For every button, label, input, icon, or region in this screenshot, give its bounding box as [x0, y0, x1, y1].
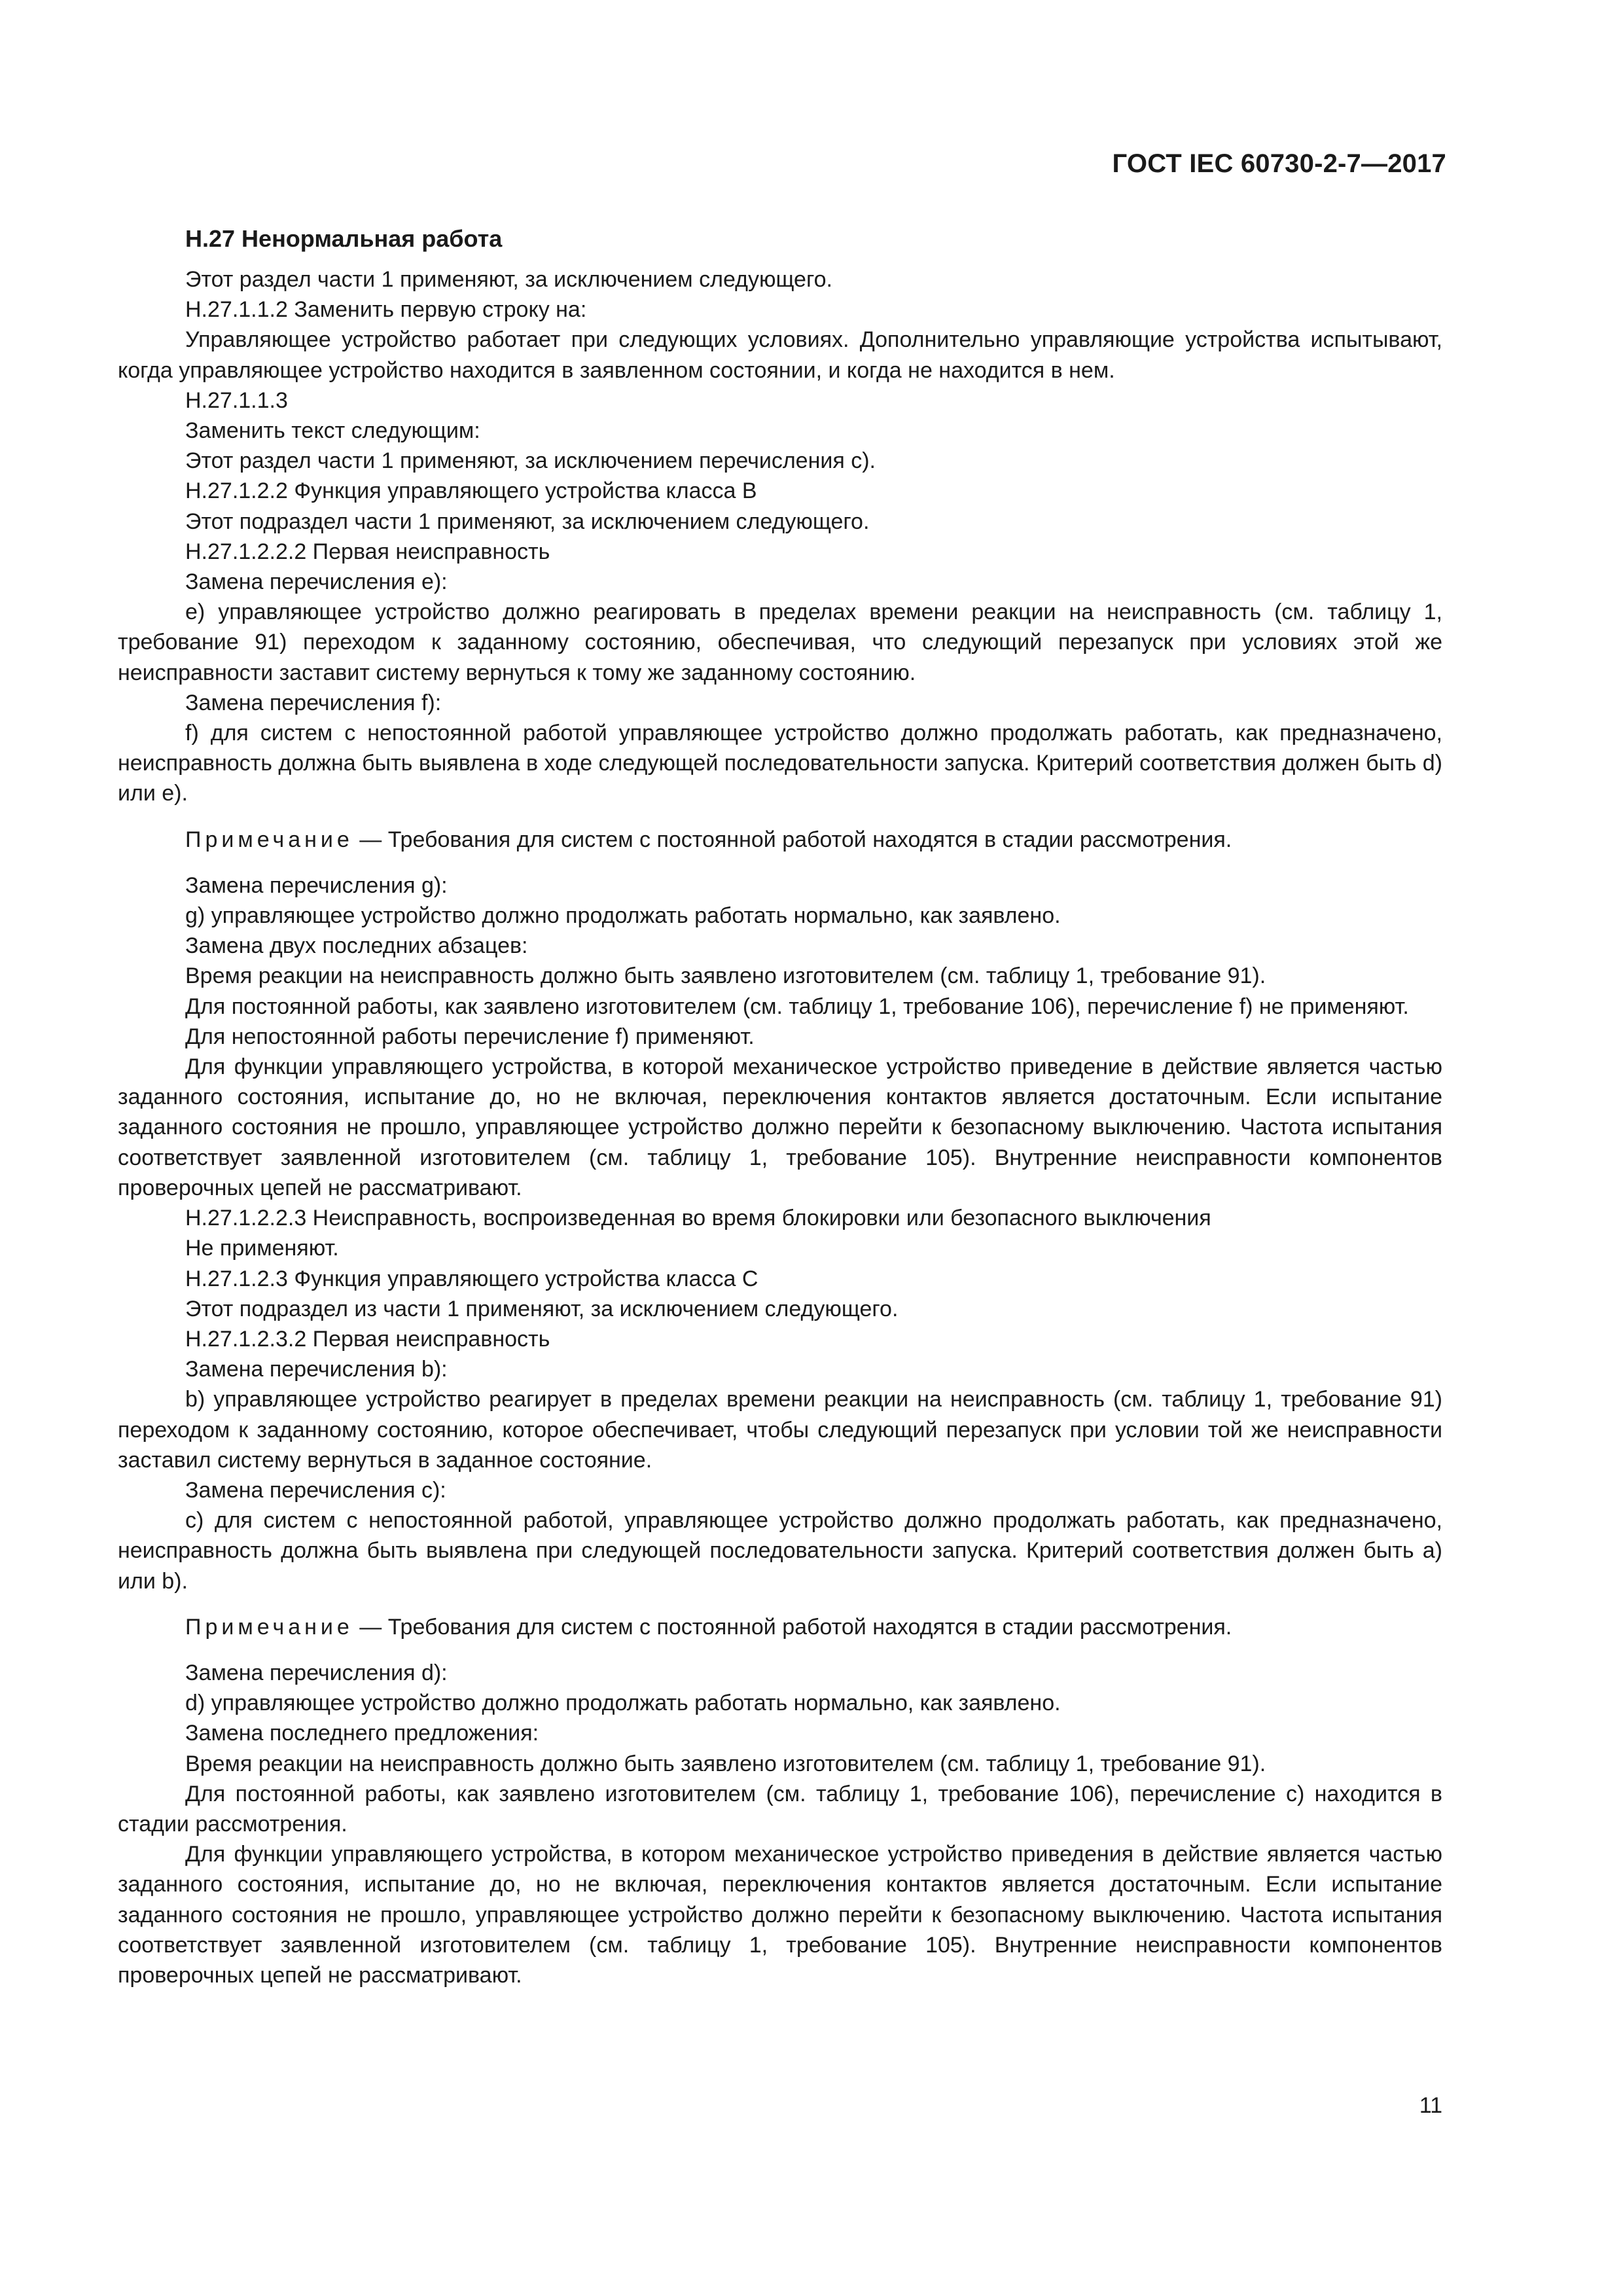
paragraph: Заменить текст следующим:	[185, 418, 480, 444]
note-text: — Требования для систем с постоянной работой находятся в стадии рассмотрения.	[353, 1614, 1232, 1640]
paragraph: Управляющее устройство работает при следующих условиях. Дополнительно управляющие устройства испытывают, когда управляющее устройство находится в заявленном состоянии, и когда не находится в нем.	[118, 327, 1442, 383]
paragraph: Замена последнего предложения:	[185, 1721, 539, 1746]
paragraph: Для постоянной работы, как заявлено изготовителем (см. таблицу 1, требование 106), перечисление f) не применяют.	[185, 994, 1409, 1019]
paragraph: d) управляющее устройство должно продолжать работать нормально, как заявлено.	[185, 1691, 1061, 1716]
paragraph: Для функции управляющего устройства, в которой механическое устройство приведение в действие является частью заданного состояния, испытание до, но не включая, переключения контактов является достаточным. Если испытание заданного состояния не прошло, управляющее устройство должно перейти к безопасному выключению. Частота испытания соответствует заявленной изготовителем (см. таблицу 1, требование 105). Внутренние неисправности компонентов проверочных цепей не рассматривают.	[118, 1054, 1442, 1200]
note-text: — Требования для систем с постоянной работой находятся в стадии рассмотрения.	[353, 827, 1232, 852]
paragraph: Этот подраздел части 1 применяют, за исключением следующего.	[185, 509, 870, 534]
paragraph-list	[118, 264, 1442, 1990]
paragraph: Этот раздел части 1 применяют, за исключением следующего.	[185, 267, 832, 292]
paragraph: Для непостоянной работы перечисление f) применяют.	[185, 1024, 755, 1049]
paragraph: H.27.1.2.3.2 Первая неисправность	[185, 1326, 550, 1352]
paragraph: Замена двух последних абзацев:	[185, 933, 528, 959]
paragraph: b) управляющее устройство реагирует в пределах времени реакции на неисправность (см. таблицу 1, требование 91) переходом к заданному состоянию, которое обеспечивает, чтобы следующий перезапуск при условии той же неисправности заставил систему вернуться в заданное состояние.	[118, 1387, 1442, 1473]
paragraph: Для функции управляющего устройства, в котором механическое устройство приведения в действие является частью заданного состояния, испытание до, но не включая, переключения контактов является достаточным. Если испытание заданного состояния не прошло, управляющее устройство должно перейти к безопасному выключению. Частота испытания соответствует заявленной изготовителем (см. таблицу 1, требование 105). Внутренние неисправности компонентов проверочных цепей не рассматривают.	[118, 1842, 1442, 1988]
paragraph: Время реакции на неисправность должно быть заявлено изготовителем (см. таблицу 1, требование 91).	[185, 1751, 1266, 1776]
note-paragraph	[118, 1612, 1442, 1642]
paragraph: f) для систем с непостоянной работой управляющее устройство должно продолжать работать, как предназначено, неисправность должна быть выявлена в ходе следующей последовательности запуска. Критерий соответствия должен быть d) или e).	[118, 721, 1442, 806]
document-body	[118, 224, 1442, 1990]
paragraph: Замена перечисления f):	[185, 690, 442, 715]
paragraph: Замена перечисления d):	[185, 1660, 448, 1685]
paragraph: Замена перечисления c):	[185, 1477, 446, 1503]
note-label: Примечание	[185, 827, 353, 852]
paragraph: Время реакции на неисправность должно быть заявлено изготовителем (см. таблицу 1, требование 91).	[185, 963, 1266, 989]
document-header: ГОСТ IEC 60730-2-7—2017	[1112, 149, 1446, 178]
page-number: 11	[1419, 2093, 1442, 2118]
paragraph: Этот подраздел из части 1 применяют, за исключением следующего.	[185, 1296, 899, 1321]
paragraph: Замена перечисления g):	[185, 872, 448, 898]
paragraph: Для постоянной работы, как заявлено изготовителем (см. таблицу 1, требование 106), перечисление c) находится в стадии рассмотрения.	[118, 1781, 1442, 1837]
paragraph: H.27.1.2.2 Функция управляющего устройства класса B	[185, 478, 757, 504]
note-label: Примечание	[185, 1614, 353, 1640]
paragraph: Замена перечисления e):	[185, 569, 448, 595]
paragraph: H.27.1.2.3 Функция управляющего устройства класса C	[185, 1266, 758, 1291]
paragraph: H.27.1.2.2.3 Неисправность, воспроизведенная во время блокировки или безопасного выключения	[185, 1206, 1211, 1231]
paragraph: H.27.1.1.2 Заменить первую строку на:	[185, 297, 587, 323]
paragraph: Не применяют.	[185, 1236, 339, 1261]
section-title: H.27 Ненормальная работа	[185, 225, 503, 252]
paragraph: H.27.1.2.2.2 Первая неисправность	[185, 539, 550, 564]
paragraph: g) управляющее устройство должно продолжать работать нормально, как заявлено.	[185, 903, 1061, 929]
note-paragraph	[118, 825, 1442, 855]
paragraph: c) для систем с непостоянной работой, управляющее устройство должно продолжать работать, как предназначено, неисправность должна быть выявлена при следующей последовательности запуска. Критерий соответствия должен быть a) или b).	[118, 1508, 1442, 1594]
paragraph: H.27.1.1.3	[185, 387, 288, 413]
paragraph: Этот раздел части 1 применяют, за исключением перечисления c).	[185, 448, 876, 474]
paragraph: Замена перечисления b):	[185, 1357, 448, 1382]
paragraph: e) управляющее устройство должно реагировать в пределах времени реакции на неисправность (см. таблицу 1, требование 91) переходом к заданному состоянию, обеспечивая, что следующий перезапуск при условиях этой же неисправности заставит систему вернуться к тому же заданному состоянию.	[118, 600, 1442, 685]
